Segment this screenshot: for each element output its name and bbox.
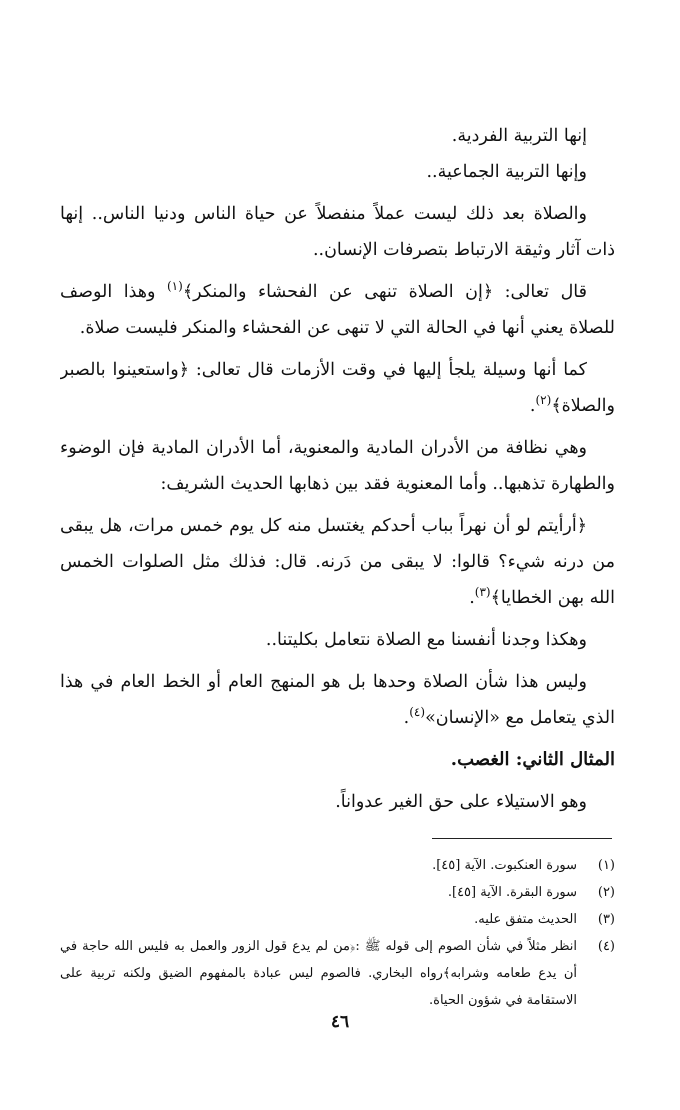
- text-run: والصلاة﴾: [551, 396, 615, 416]
- paragraph-line: ذات آثار وثيقة الارتباط بتصرفات الإنسان..: [312, 240, 615, 260]
- footnote-text: سورة البقرة. الآية [٤٥].: [447, 885, 577, 900]
- text-run: وهذا الوصف: [60, 282, 167, 302]
- main-text: [60, 118, 615, 820]
- text-run: قال تعالى: ﴿إن الصلاة تنهى عن الفحشاء والمنكر﴾: [182, 282, 587, 302]
- footnote-ref: (٤): [409, 705, 426, 720]
- text-run: الله بهن الخطايا﴾: [490, 588, 615, 608]
- footnote: [60, 852, 615, 879]
- footnote-ref: (٢): [535, 393, 552, 408]
- footnote-number: (٤): [597, 939, 615, 954]
- footnote-text: انظر مثلاً في شأن الصوم إلى قوله ﷺ :﴿من لم يدع قول الزور والعمل به فليس الله حاجة في: [60, 939, 577, 954]
- text-run: .: [403, 708, 410, 728]
- footnote-ref: (١): [166, 279, 183, 294]
- paragraph-line: وهي نظافة من الأدران المادية والمعنوية، أما الأدران المادية فإن الوضوء: [60, 438, 587, 458]
- section-heading: المثال الثاني: الغصب.: [450, 749, 615, 770]
- paragraph-line: كما أنها وسيلة يلجأ إليها في وقت الأزمات قال تعالى: ﴿واستعينوا بالصبر: [60, 360, 587, 380]
- paragraph-line: إنها التربية الفردية.: [451, 126, 587, 146]
- paragraph-line: والصلاة بعد ذلك ليست عملاً منفصلاً عن حياة الناس ودنيا الناس.. إنها: [60, 204, 587, 224]
- text-run: الذي يتعامل مع «الإنسان»: [425, 708, 615, 728]
- paragraph-line: ﴿أرأيتم لو أن نهراً بباب أحدكم يغتسل منه كل يوم خمس مرات، هل يبقى: [60, 516, 587, 536]
- paragraph-line: [60, 700, 615, 736]
- text-run: .: [529, 396, 536, 416]
- paragraph-line: [60, 274, 615, 310]
- paragraph-line: [60, 580, 615, 616]
- footnote-number: (٣): [597, 912, 615, 927]
- paragraph-line: للصلاة يعني أنها في الحالة التي لا تنهى عن الفحشاء والمنكر فليست صلاة.: [79, 318, 615, 338]
- footnote-number: (١): [597, 858, 615, 873]
- paragraph-line: والطهارة تذهبها.. وأما المعنوية فقد بين ذهابها الحديث الشريف:: [160, 474, 615, 494]
- paragraph-line: وإنها التربية الجماعية..: [426, 162, 587, 182]
- paragraph-line: [60, 388, 615, 424]
- footnotes: [60, 852, 615, 1014]
- footnote-text: أن يدع طعامه وشرابه﴾رواه البخاري. فالصوم ليس عبادة بالمفهوم الضيق ولكنه تربية على: [60, 966, 577, 981]
- footnote-divider: [432, 838, 612, 839]
- footnote: [60, 906, 615, 933]
- footnote-ref: (٣): [474, 585, 491, 600]
- page-number: ٤٦: [330, 1012, 350, 1032]
- text-run: .: [469, 588, 475, 608]
- footnote-text: الاستقامة في شؤون الحياة.: [429, 993, 577, 1008]
- footnote-text: الحديث متفق عليه.: [474, 912, 577, 927]
- paragraph-line: من درنه شيء؟ قالوا: لا يبقى من دَرنه. قال: فذلك مثل الصلوات الخمس: [60, 552, 615, 572]
- footnote-text: سورة العنكبوت. الآية [٤٥].: [432, 858, 577, 873]
- footnote: [60, 933, 615, 960]
- paragraph-line: وهو الاستيلاء على حق الغير عدواناً.: [335, 792, 587, 812]
- paragraph-line: وهكذا وجدنا أنفسنا مع الصلاة نتعامل بكليتنا..: [265, 630, 587, 650]
- paragraph-line: وليس هذا شأن الصلاة وحدها بل هو المنهج العام أو الخط العام في هذا: [60, 672, 587, 692]
- footnote-number: (٢): [597, 885, 615, 900]
- footnote: [60, 879, 615, 906]
